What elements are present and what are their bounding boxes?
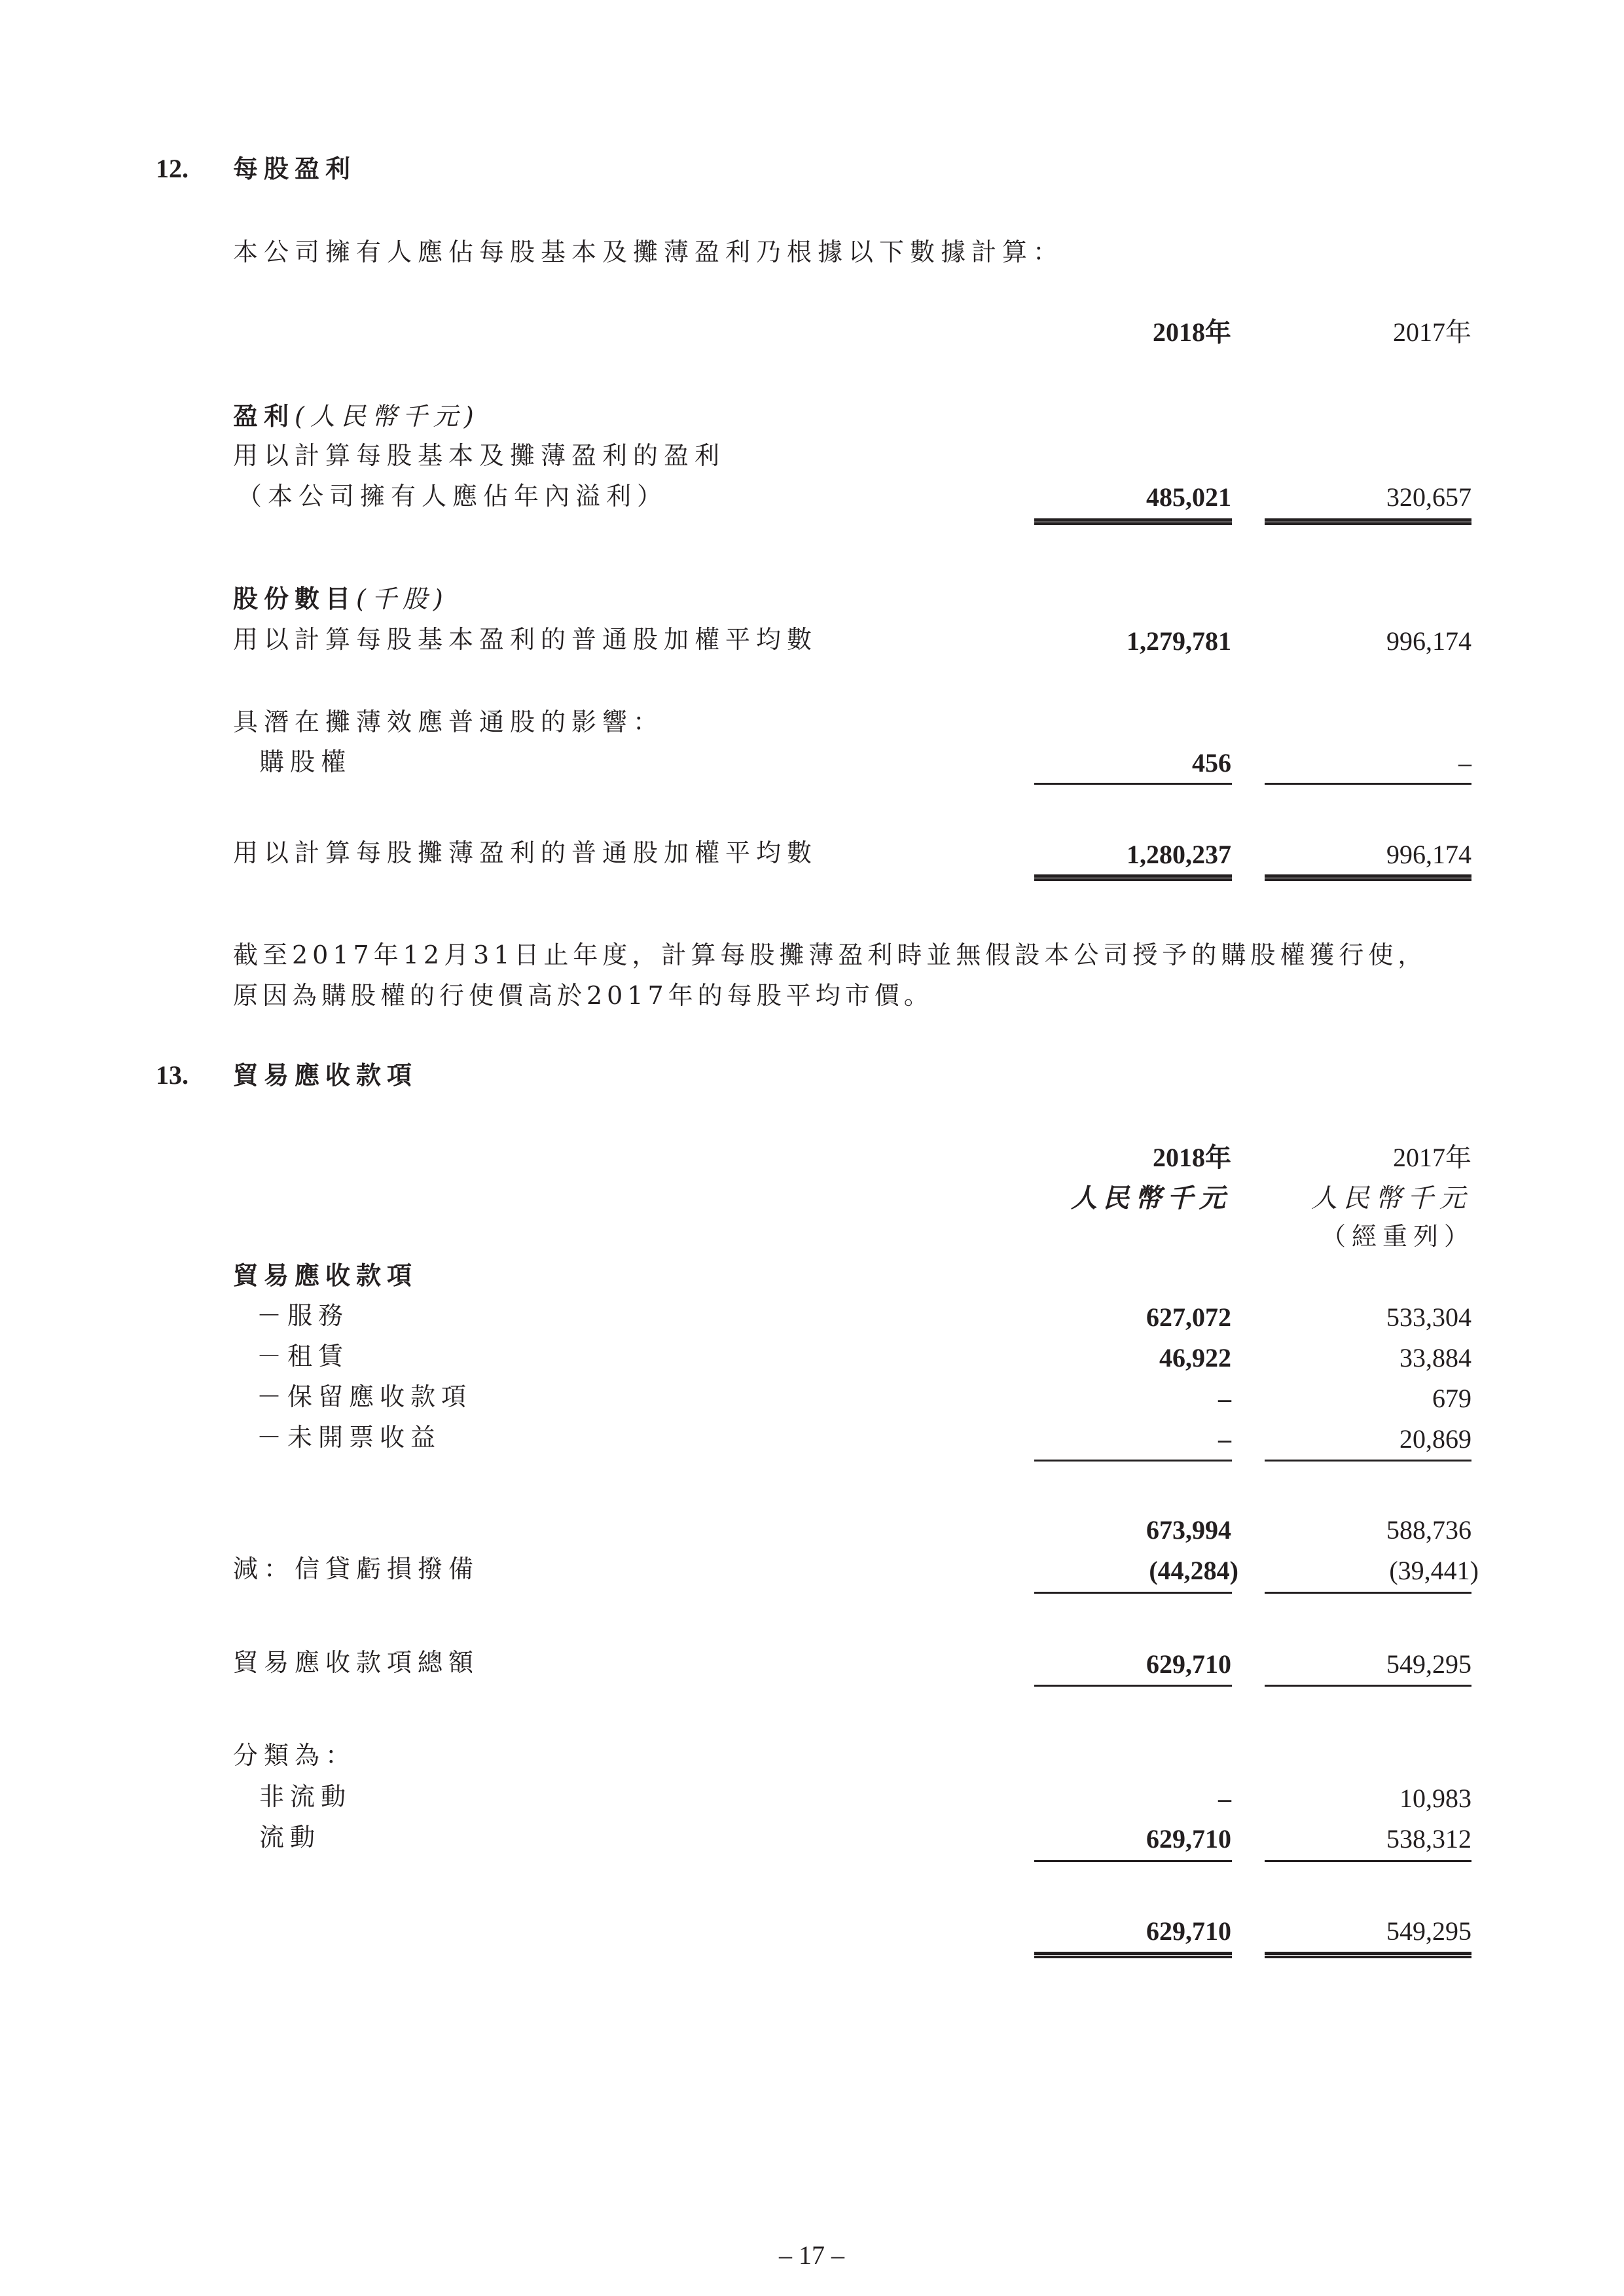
diluted-shares-label: 用以計算每股攤薄盈利的普通股加權平均數: [233, 838, 818, 867]
receivables-total-2017: 549,295: [1386, 1649, 1471, 1679]
row-services-2018: 627,072: [1146, 1302, 1231, 1332]
row-leasing-2017: 33,884: [1399, 1343, 1471, 1372]
receivables-total-2018: 629,710: [1146, 1649, 1231, 1679]
row-retention-2017: 679: [1432, 1384, 1471, 1413]
rule-2018: [1034, 1460, 1232, 1462]
unit-2017: 人民幣千元: [1311, 1183, 1471, 1213]
double-rule-2018: [1034, 518, 1232, 525]
current-2018: 629,710: [1146, 1824, 1231, 1854]
col-2018-header: 2018年: [1153, 317, 1231, 347]
diluted-shares-2017: 996,174: [1386, 840, 1471, 869]
row-leasing-2018: 46,922: [1159, 1343, 1231, 1372]
earnings-unit: (人民幣千元): [295, 402, 480, 431]
grand-total-2018: 629,710: [1146, 1916, 1231, 1946]
note-12-heading: [156, 152, 357, 185]
note-13-number: 13.: [156, 1060, 189, 1090]
noncurrent-2017: 10,983: [1399, 1784, 1471, 1813]
receivables-total-label: 貿易應收款項總額: [233, 1648, 480, 1677]
allowance-label: 減：信貸虧損撥備: [233, 1554, 480, 1583]
note-13-title: 貿易應收款項: [233, 1060, 418, 1090]
receivables-heading: 貿易應收款項: [233, 1261, 418, 1290]
share-options-2017: –: [1458, 748, 1471, 778]
current-label: 流動: [259, 1823, 321, 1852]
note-12-intro: 本公司擁有人應佔每股基本及攤薄盈利乃根據以下數據計算：: [233, 238, 1064, 266]
earnings-label-line2: （本公司擁有人應佔年內溢利）: [237, 482, 668, 511]
basic-shares-2017: 996,174: [1386, 626, 1471, 656]
double-rule-2017: [1265, 518, 1471, 525]
diluted-shares-2018: 1,280,237: [1127, 840, 1231, 869]
shares-unit: (千股): [356, 584, 449, 613]
basic-shares-label: 用以計算每股基本盈利的普通股加權平均數: [233, 625, 818, 654]
note-13-heading: [156, 1059, 418, 1092]
row-retention-2018: –: [1218, 1384, 1231, 1413]
row-unbilled-label: －未開票收益: [257, 1423, 442, 1452]
double-rule-2018: [1034, 1952, 1232, 1958]
rule-2018: [1034, 783, 1232, 785]
subtotal-2018: 673,994: [1146, 1515, 1231, 1545]
earnings-heading: 盈利: [233, 401, 295, 431]
subtotal-2017: 588,736: [1386, 1515, 1471, 1545]
double-rule-2018: [1034, 874, 1232, 881]
rule-2018: [1034, 1860, 1232, 1862]
double-rule-2017: [1265, 874, 1471, 881]
rule-2017: [1265, 1460, 1471, 1462]
grand-total-2017: 549,295: [1386, 1916, 1471, 1946]
note-12-number: 12.: [156, 154, 189, 183]
earnings-2017: 320,657: [1386, 482, 1471, 512]
row-retention-label: －保留應收款項: [257, 1382, 473, 1411]
noncurrent-label: 非流動: [259, 1782, 352, 1811]
rule-2017: [1265, 1592, 1471, 1594]
share-options-label: 購股權: [259, 747, 352, 776]
rule-2017: [1265, 1860, 1471, 1862]
rule-2017: [1265, 783, 1471, 785]
allowance-2018: (44,284): [1149, 1556, 1238, 1585]
rule-2018: [1034, 1592, 1232, 1594]
note-12-title: 每股盈利: [233, 154, 357, 183]
dilutive-effect-label: 具潛在攤薄效應普通股的影響：: [233, 708, 664, 736]
earnings-2018: 485,021: [1146, 482, 1231, 512]
row-unbilled-2017: 20,869: [1399, 1424, 1471, 1454]
rule-2017: [1265, 1685, 1471, 1687]
rule-2018: [1034, 1685, 1232, 1687]
row-services-2017: 533,304: [1386, 1302, 1471, 1332]
earnings-label-line1: 用以計算每股基本及攤薄盈利的盈利: [233, 441, 726, 470]
noncurrent-2018: –: [1218, 1784, 1231, 1813]
row-services-label: －服務: [257, 1301, 350, 1330]
double-rule-2017: [1265, 1952, 1471, 1958]
col-2017-header: 2017年: [1393, 317, 1471, 347]
share-options-2018: 456: [1192, 748, 1231, 778]
restated-label: （經重列）: [1320, 1222, 1475, 1251]
footnote-line1: 截至2017年12月31日止年度，計算每股攤薄盈利時並無假設本公司授予的購股權獲行使，: [233, 941, 1428, 969]
col-2017-header: 2017年: [1393, 1143, 1471, 1172]
row-unbilled-2018: –: [1218, 1424, 1231, 1454]
footnote-line2: 原因為購股權的行使價高於2017年的每股平均市價。: [233, 981, 933, 1010]
basic-shares-2018: 1,279,781: [1127, 626, 1231, 656]
current-2017: 538,312: [1386, 1824, 1471, 1854]
row-leasing-label: －租賃: [257, 1342, 350, 1371]
col-2018-header: 2018年: [1153, 1143, 1231, 1172]
page-number: – 17 –: [779, 2240, 844, 2270]
classified-as-label: 分類為：: [233, 1741, 357, 1770]
shares-heading-row: [233, 583, 449, 615]
earnings-heading-row: [233, 400, 480, 433]
shares-heading: 股份數目: [233, 584, 357, 613]
unit-2018: 人民幣千元: [1071, 1183, 1231, 1213]
allowance-2017: (39,441): [1389, 1556, 1479, 1585]
